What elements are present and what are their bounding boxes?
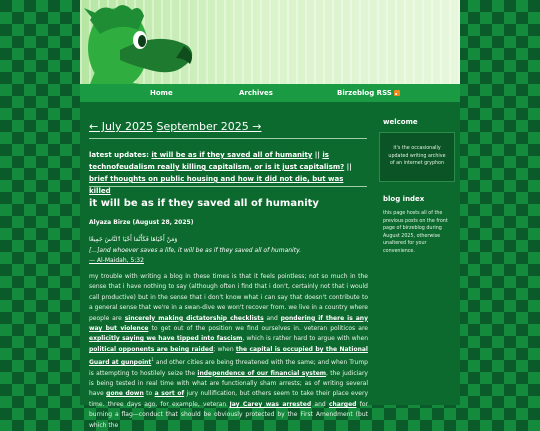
top-nav-bar <box>80 84 460 102</box>
link-dictatorship-checklists[interactable]: sincerely making dictatorship checklists <box>124 314 264 322</box>
nav-home-link[interactable]: Home <box>150 89 173 97</box>
body-text: my trouble with writing a blog in these times is that it feels pointless; not so much in the sense that i have nothing to say (although often i find that i don't, certainly not that i would call productive) but in the sense that i don't know what i can say that doesn't contribute to a general sense that we're in a swan-dive we won't recover from. we live in a country where people are <box>89 273 368 322</box>
quote-source <box>89 257 144 264</box>
main-content <box>80 102 375 429</box>
nav-rss-label: Birzeblog RSS <box>337 89 392 97</box>
header-banner <box>80 0 460 84</box>
latest-updates-label: latest updates: <box>89 151 149 159</box>
body-text: , the judiciary is being tested in real time with what are functionally sham arrests; as of writing several have <box>89 369 368 398</box>
body-text: , which is rather hard to argue with when <box>242 335 369 343</box>
quote-source-link[interactable]: — Al-Maidah, 5:32 <box>89 257 144 264</box>
quote-translation: [...]and whoever saves a life, it will be as if they saved all of humanity. <box>89 247 302 254</box>
green-bird-mascot-icon <box>80 0 220 84</box>
body-text: for burning a flag—conduct that should be obviously protected by the First Amendment (but which the <box>89 400 368 429</box>
body-text: and <box>314 400 326 408</box>
body-text: to <box>146 390 153 398</box>
welcome-text: it's the occasionally updated writing archive of an internet gryphon <box>388 146 446 167</box>
link-gone-down[interactable]: gone down <box>106 390 144 398</box>
blog-index-text: this page hosts all of the previous posts on the front page of birzeblog during August 2025, otherwise unaltered for your convenience. <box>383 211 448 254</box>
rss-icon <box>394 90 400 96</box>
latest-link-3[interactable]: brief thoughts on public housing and how it did not die, but was killed <box>89 175 344 195</box>
body-text: and <box>266 314 278 322</box>
link-carey-arrested[interactable]: Jay Carey was arrested <box>229 400 312 408</box>
link-opponents-raided[interactable]: political opponents are being raided <box>89 345 214 353</box>
prev-month-link[interactable]: ← July 2025 <box>89 120 153 133</box>
month-navigation <box>89 120 262 133</box>
latest-link-1[interactable]: it will be as if they saved all of humanity <box>151 151 313 159</box>
divider <box>89 138 367 139</box>
body-text: jury nullification, but others seem to take their place every time. three days ago, for example, veteran <box>89 390 369 408</box>
quote-arabic: وَمَنْ أَحْيَاهَا فَكَأَنَّمَا أَحْيَا ٱلنَّاسَ جَمِيعًا <box>89 236 178 243</box>
blog-index-title: blog index <box>383 195 425 203</box>
body-text: and other cities are being threatened with the same; and when Trump is attempting to hostilely seize the <box>89 359 368 377</box>
footnote-marker[interactable]: 1 <box>151 357 154 363</box>
link-sort-of[interactable]: a sort of <box>154 390 185 398</box>
link-financial-independence[interactable]: independence of our financial system <box>197 369 327 377</box>
link-capital-occupied[interactable]: the capital is occupied by the National Guard at gunpoint <box>89 345 368 367</box>
link-charged[interactable]: charged <box>328 400 357 408</box>
nav-archives-link[interactable]: Archives <box>239 89 273 97</box>
post-byline: Alyaza Birze (August 28, 2025) <box>89 219 194 226</box>
link-pondering-violence[interactable]: pondering if there is any way but violence <box>89 314 368 333</box>
welcome-title: welcome <box>383 118 418 126</box>
separator: || <box>314 151 320 159</box>
nav-rss-link[interactable] <box>337 89 400 97</box>
divider <box>89 186 367 187</box>
separator: || <box>346 163 352 171</box>
post-title: it will be as if they saved all of humanity <box>89 198 319 209</box>
welcome-box <box>379 132 455 182</box>
link-tipped-into-fascism[interactable]: explicitly saying we have tipped into fascism <box>89 335 243 343</box>
post-body <box>89 272 368 431</box>
body-text: to get out of the position we find ourselves in. veteran politicos are <box>151 325 368 333</box>
sidebar <box>375 102 460 405</box>
next-month-link[interactable]: September 2025 → <box>156 120 262 133</box>
body-text: ; when <box>213 345 234 353</box>
latest-updates <box>89 149 367 197</box>
latest-link-2[interactable]: is technofeudalism really killing capitalism, or is it just capitalism? <box>89 151 345 171</box>
